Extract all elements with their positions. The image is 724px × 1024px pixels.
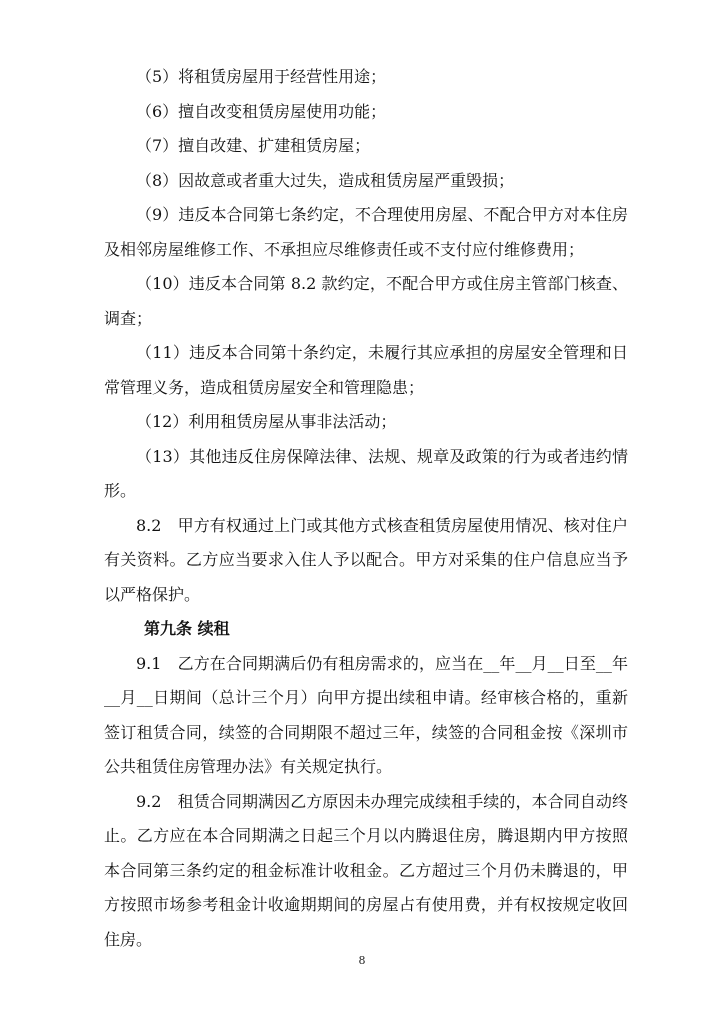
list-item: （5）将租赁房屋用于经营性用途；	[136, 67, 387, 86]
list-item: （11）违反本合同第十条约定，未履行其应承担的房屋安全管理和日常管理义务，造成租赁房屋安全和管理隐患；	[104, 343, 628, 397]
clause-paragraph: 9.1 乙方在合同期满后仍有租房需求的，应当在__年__月__日至__年__月__日期间（总计三个月）向甲方提出续租申请。经审核合格的，重新签订租赁合同，续签的合同期限不超过三年，续签的合同租金按《深圳市公共租赁住房管理办法》有关规定执行。	[104, 653, 628, 776]
list-item: （13）其他违反住房保障法律、法规、规章及政策的行为或者违约情形。	[104, 446, 628, 500]
section-heading: 第九条 续租	[144, 619, 230, 638]
clause-paragraph: 9.2 租赁合同期满因乙方原因未办理完成续租手续的，本合同自动终止。乙方应在本合同期满之日起三个月以内腾退住房，腾退期内甲方按照本合同第三条约定的租金标准计收租金。乙方超过三个月仍未腾退的，甲方按照市场参考租金计收逾期期间的房屋占有使用费，并有权按规定收回住房。	[104, 791, 628, 949]
page-number: 8	[358, 954, 366, 967]
list-item: （8）因故意或者重大过失，造成租赁房屋严重毁损；	[136, 170, 515, 190]
list-item: （12）利用租赁房屋从事非法活动；	[136, 412, 397, 431]
document-page	[104, 60, 628, 957]
list-item: （6）擅自改变租赁房屋使用功能；	[136, 101, 387, 121]
list-item: （10）违反本合同第 8.2 款约定，不配合甲方或住房主管部门核查、调查；	[104, 274, 628, 328]
list-item: （7）擅自改建、扩建租赁房屋；	[136, 136, 371, 155]
list-item: （9）违反本合同第七条约定，不合理使用房屋、不配合甲方对本住房及相邻房屋维修工作、不承担应尽维修责任或不支付应付维修费用；	[104, 205, 628, 259]
clause-paragraph: 8.2 甲方有权通过上门或其他方式核查租赁房屋使用情况、核对住户有关资料。乙方应当要求入住人予以配合。甲方对采集的住户信息应当予以严格保护。	[104, 515, 628, 604]
